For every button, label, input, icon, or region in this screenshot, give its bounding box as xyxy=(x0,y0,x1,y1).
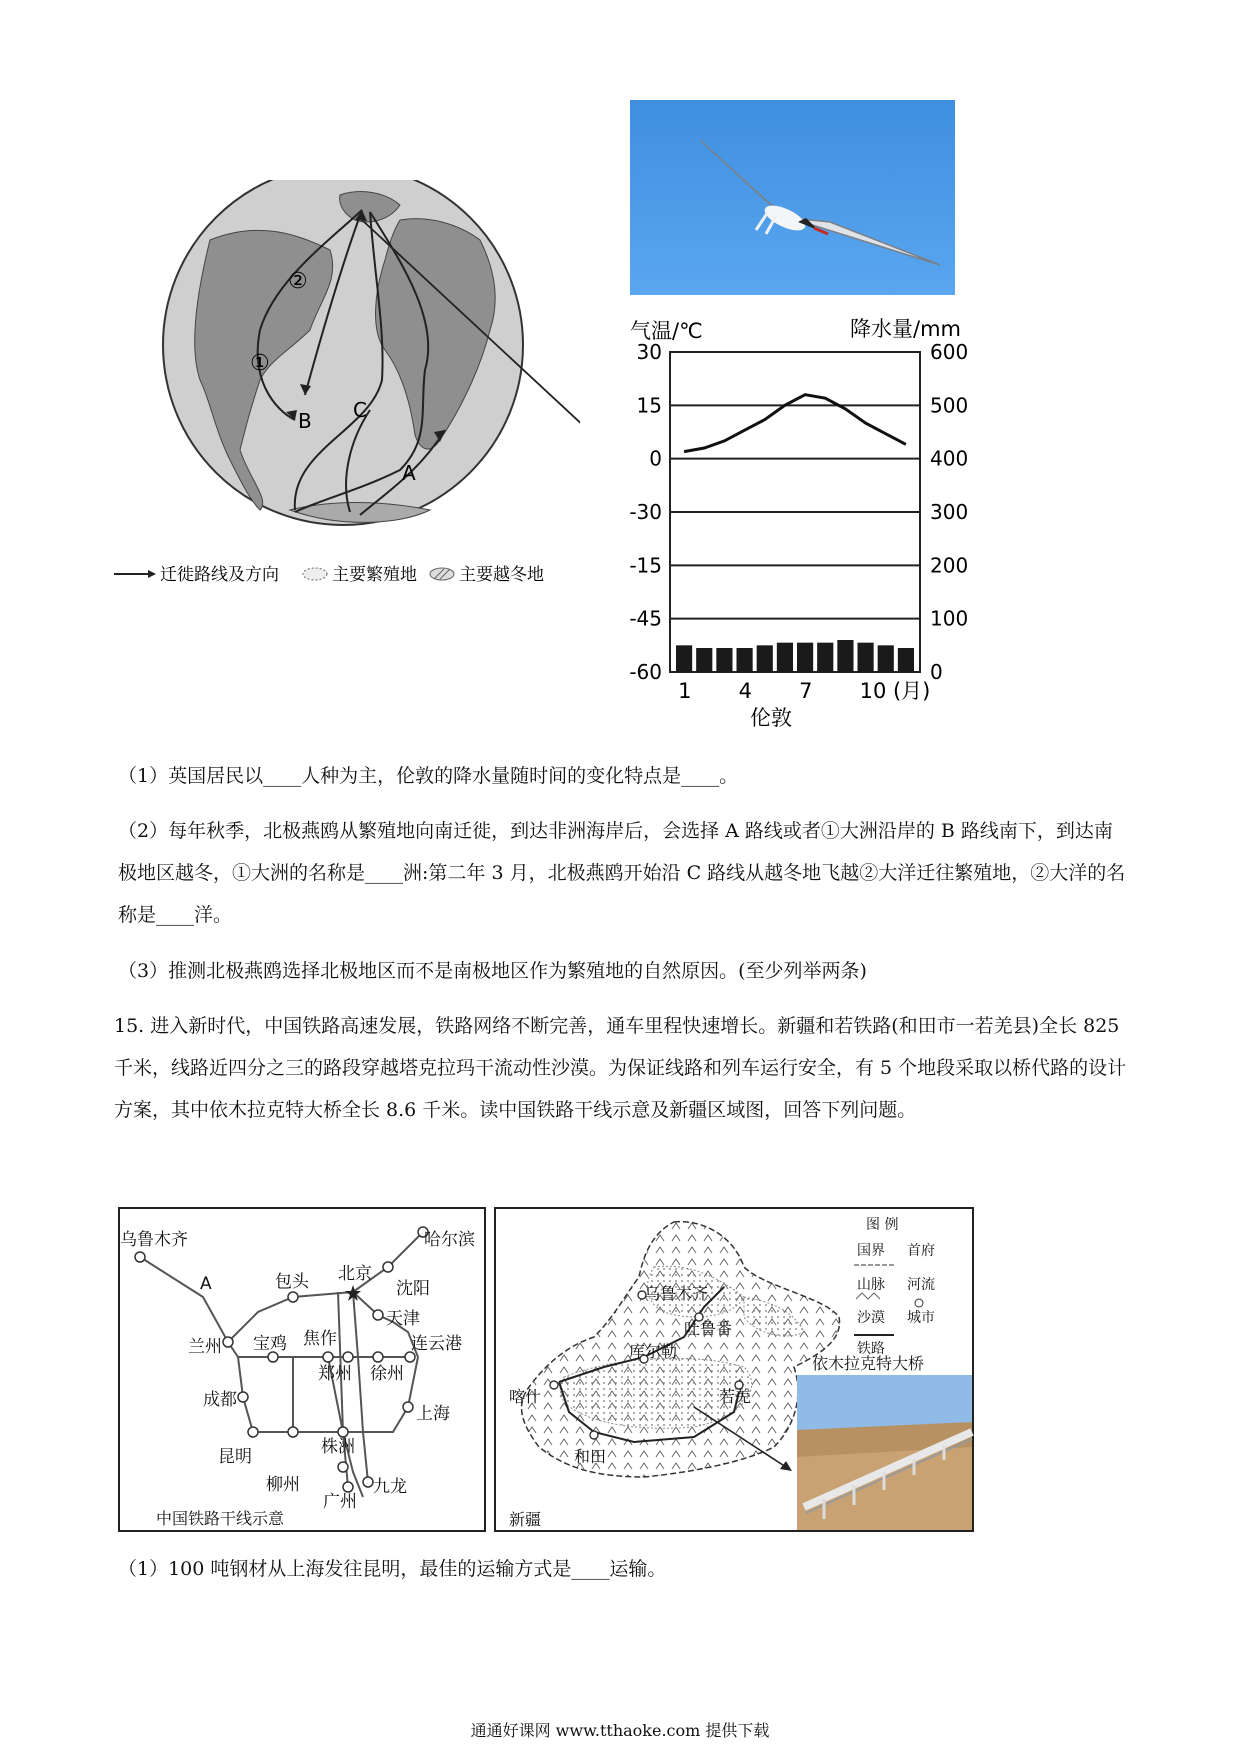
month-tick-label: 4 xyxy=(738,679,752,703)
xj-city-ruoqiang: 若羌 xyxy=(719,1387,752,1406)
precip-bar xyxy=(696,648,712,672)
route-a-label: A xyxy=(402,461,416,485)
rail-city-tianjin: 天津 xyxy=(386,1309,420,1329)
precip-bar xyxy=(716,648,732,672)
rail-city-guangzhou: 广州 xyxy=(323,1492,357,1512)
precip-tick-label: 500 xyxy=(930,393,969,418)
precip-bar xyxy=(676,645,692,672)
arctic-tern-photo xyxy=(630,100,955,295)
temp-tick-label: -30 xyxy=(629,500,662,524)
xinjiang-map xyxy=(494,1207,974,1532)
precip-tick-label: 100 xyxy=(930,606,969,631)
precip-bar xyxy=(858,643,874,672)
legend-route: 迁徙路线及方向 xyxy=(160,565,279,585)
precip-bar xyxy=(757,645,773,672)
q14-part3: （3）推测北极燕鸥选择北极地区而不是南极地区作为繁殖地的自然原因。(至少列举两条) xyxy=(118,960,867,982)
route-c-label: C xyxy=(353,398,367,422)
rail-city-zhuzhou: 株洲 xyxy=(321,1437,355,1457)
precip-tick-label: 300 xyxy=(930,500,969,524)
svg-text:首府: 首府 xyxy=(907,1243,935,1259)
precip-axis-label: 降水量/mm xyxy=(850,317,961,341)
precip-bar xyxy=(737,648,753,672)
rail-city-harbin: 哈尔滨 xyxy=(424,1230,475,1250)
temp-tick-label: 15 xyxy=(636,393,662,418)
temp-tick-label: -45 xyxy=(629,606,662,631)
month-tick-label: 10 (月) xyxy=(859,679,931,703)
rail-city-beijing: 北京 xyxy=(338,1264,372,1284)
svg-text:河流: 河流 xyxy=(907,1277,935,1293)
rail-route-a: A xyxy=(200,1274,212,1294)
q14-part2: （2）每年秋季，北极燕鸥从繁殖地向南迁徙，到达非洲海岸后，会选择 A 路线或者①大洲沿岸的 B 路线南下，到达南极地区越冬，①大洲的名称是____洲:第二年 3 月，北极燕鸥开始沿 C 路线从越冬地飞越②大洋迁往繁殖地，②大洋的名称是____洋。 xyxy=(118,820,1126,926)
rail-city-lianyungang: 连云港 xyxy=(411,1334,462,1354)
svg-text:国界: 国界 xyxy=(857,1243,885,1259)
rail-city-jiulong: 九龙 xyxy=(373,1477,407,1497)
continent1-label: ① xyxy=(250,351,270,376)
precip-bar xyxy=(837,640,853,672)
bridge-label: 依木拉克特大桥 xyxy=(812,1354,925,1373)
svg-text:城市: 城市 xyxy=(907,1310,935,1326)
xj-city-kashi: 喀什 xyxy=(509,1387,542,1406)
q15-part1: （1）100 吨钢材从上海发往昆明，最佳的运输方式是____运输。 xyxy=(118,1558,667,1580)
rail-city-baotou: 包头 xyxy=(275,1272,309,1292)
legend-breeding: 主要繁殖地 xyxy=(332,565,417,585)
xinjiang-caption: 新疆 xyxy=(509,1510,542,1529)
svg-text:铁路: 铁路 xyxy=(857,1341,885,1357)
legend-wintering: 主要越冬地 xyxy=(459,565,544,585)
rail-city-xuzhou: 徐州 xyxy=(370,1364,404,1384)
q15-intro: 15. 进入新时代，中国铁路高速发展，铁路网络不断完善，通车里程快速增长。新疆和若铁路(和田市一若羌县)全长 825 千米，线路近四分之三的路段穿越塔克拉玛干流动性沙漠。为保证线路和列车运行安全，有 5 个地段采取以桥代路的设计方案，其中依木拉克特大桥全长 8.6 千米。读中国铁路干线示意及新疆区域图，回答下列问题。 xyxy=(114,1015,1127,1121)
svg-text:图 例: 图 例 xyxy=(866,1217,899,1233)
rail-city-shenyang: 沈阳 xyxy=(396,1279,430,1299)
precip-tick-label: 600 xyxy=(930,340,969,364)
rail-city-jiaozuo: 焦作 xyxy=(303,1329,337,1349)
rail-city-wulumuqi: 乌鲁木齐 xyxy=(120,1230,188,1250)
xj-city-hetian: 和田 xyxy=(574,1447,607,1466)
svg-text:沙漠: 沙漠 xyxy=(857,1310,885,1326)
temp-axis-label: 气温/℃ xyxy=(630,319,703,343)
rail-city-kunming: 昆明 xyxy=(218,1447,252,1467)
svg-text:山脉: 山脉 xyxy=(857,1277,885,1293)
page-footer: 通通好课网 www.tthaoke.com 提供下载 xyxy=(470,1721,770,1740)
temp-tick-label: 30 xyxy=(636,340,662,364)
china-railway-map xyxy=(118,1207,486,1532)
rail-city-zhengzhou: 郑州 xyxy=(318,1364,352,1384)
precip-tick-label: 200 xyxy=(930,553,969,578)
precip-bar xyxy=(777,643,793,672)
precip-bar xyxy=(797,643,813,672)
precip-bar xyxy=(898,648,914,672)
xj-city-wulumuqi: 乌鲁木齐 xyxy=(644,1284,709,1303)
rail-city-liuzhou: 柳州 xyxy=(266,1475,300,1495)
precip-bar xyxy=(817,643,833,672)
month-tick-label: 1 xyxy=(678,679,692,703)
q14-part1: （1）英国居民以____人种为主，伦敦的降水量随时间的变化特点是____。 xyxy=(118,765,739,787)
xj-city-tulufan: 吐鲁番 xyxy=(684,1319,733,1338)
temp-tick-label: -15 xyxy=(629,553,662,578)
temp-tick-label: 0 xyxy=(649,446,662,471)
bridge-photo xyxy=(797,1375,972,1530)
london-climate-chart xyxy=(610,310,990,740)
rail-city-shanghai: 上海 xyxy=(416,1404,450,1424)
rail-city-chengdu: 成都 xyxy=(203,1390,237,1410)
ocean2-label: ② xyxy=(288,269,308,294)
rail-city-lanzhou: 兰州 xyxy=(188,1337,222,1357)
precip-tick-label: 0 xyxy=(930,660,943,684)
precip-bar xyxy=(878,645,894,672)
railmap-caption: 中国铁路干线示意 xyxy=(156,1509,285,1528)
month-tick-label: 7 xyxy=(799,679,813,703)
rail-city-baoji: 宝鸡 xyxy=(253,1334,287,1354)
xj-city-kuerle: 库尔勒 xyxy=(629,1342,678,1361)
globe-legend xyxy=(112,560,582,590)
temp-tick-label: -60 xyxy=(629,660,662,684)
precip-tick-label: 400 xyxy=(930,446,969,471)
route-b-label: B xyxy=(298,409,312,433)
migration-globe-figure xyxy=(100,180,580,590)
location-label: 伦敦 xyxy=(750,706,792,730)
